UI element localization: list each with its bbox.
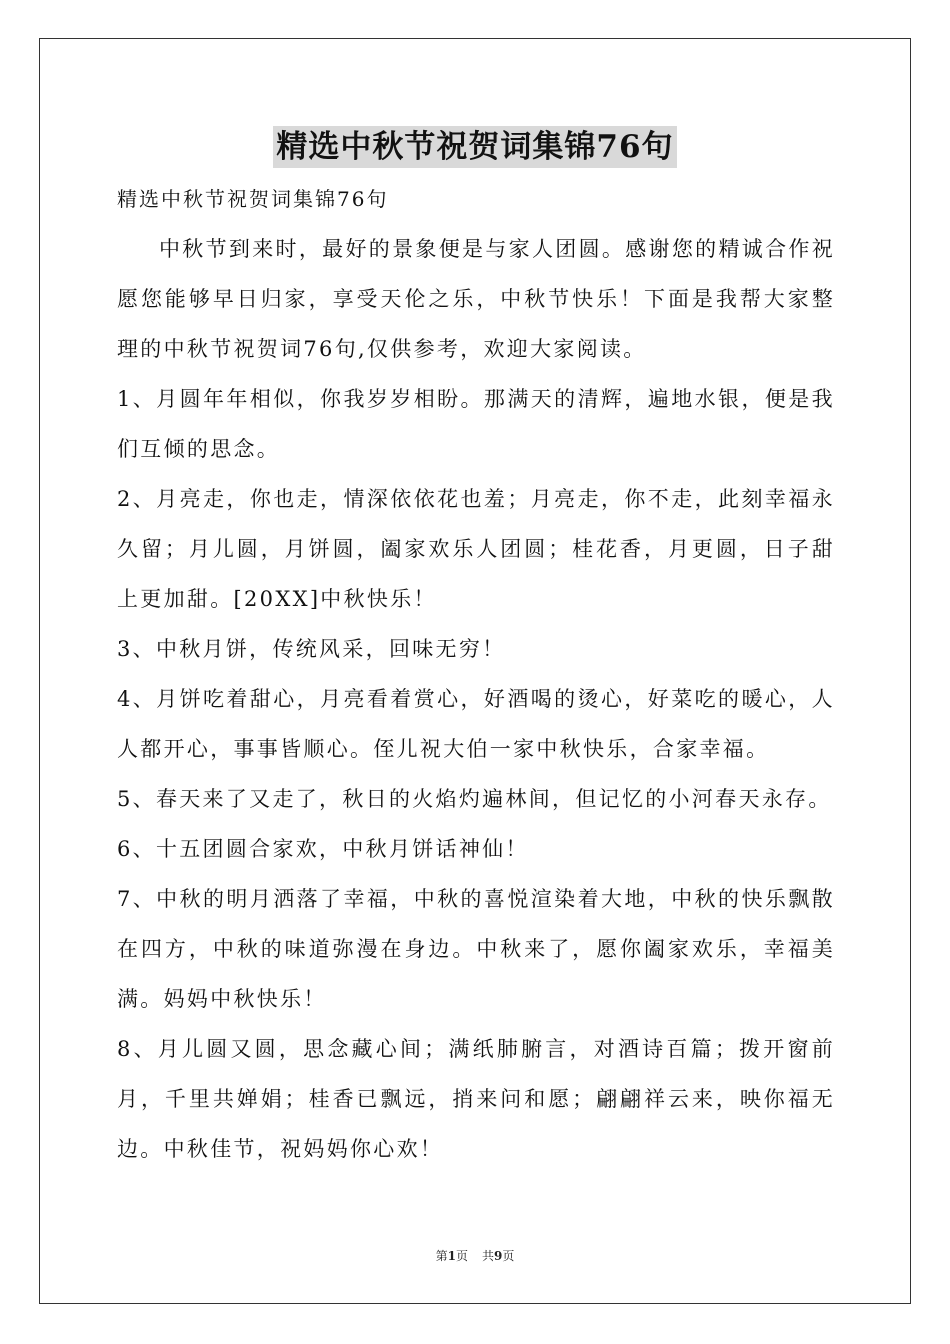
page-suffix: 页: [455, 1249, 468, 1263]
page-total: 9: [494, 1249, 503, 1263]
list-item: 3、中秋月饼，传统风采，回味无穷！: [117, 637, 506, 661]
page-footer: [0, 1246, 950, 1266]
list-item: 5、春天来了又走了，秋日的火焰灼遍林间，但记忆的小河春天永存。: [117, 787, 832, 811]
page-prefix: 第: [435, 1249, 448, 1263]
document-title: 精选中秋节祝贺词集锦76句: [273, 126, 676, 168]
intro-paragraph: 中秋节到来时，最好的景象便是与家人团圆。感谢您的精诚合作祝愿您能够早日归家，享受天伦之乐，中秋节快乐！下面是我帮大家整理的中秋节祝贺词76句,仅供参考，欢迎大家阅读。: [117, 237, 835, 361]
list-item: 1、月圆年年相似，你我岁岁相盼。那满天的清辉，遍地水银，便是我们互倾的思念。: [117, 387, 835, 461]
page-current: 1: [447, 1249, 456, 1263]
list-item: 6、十五团圆合家欢，中秋月饼话神仙！: [117, 837, 529, 861]
total-prefix: 共: [482, 1249, 495, 1263]
total-suffix: 页: [502, 1249, 515, 1263]
list-item: 4、月饼吃着甜心，月亮看着赏心，好酒喝的烫心，好菜吃的暖心，人人都开心，事事皆顺心。侄儿祝大伯一家中秋快乐，合家幸福。: [117, 687, 835, 761]
list-item: 8、月儿圆又圆，思念藏心间；满纸肺腑言，对酒诗百篇；拨开窗前月，千里共婵娟；桂香已飘远，捎来问和愿；翩翩祥云来，映你福无边。中秋佳节，祝妈妈你心欢！: [117, 1037, 835, 1161]
title-wrap: [0, 126, 950, 168]
list-item: 7、中秋的明月洒落了幸福，中秋的喜悦渲染着大地，中秋的快乐飘散在四方，中秋的味道弥漫在身边。中秋来了，愿你阖家欢乐，幸福美满。妈妈中秋快乐！: [117, 887, 835, 1011]
document-subtitle: 精选中秋节祝贺词集锦76句: [117, 187, 389, 211]
document-body: [117, 224, 835, 1174]
list-item: 2、月亮走，你也走，情深依依花也羞；月亮走，你不走，此刻幸福永久留；月儿圆，月饼圆，阖家欢乐人团圆；桂花香，月更圆，日子甜上更加甜。[20XX]中秋快乐！: [117, 487, 835, 611]
